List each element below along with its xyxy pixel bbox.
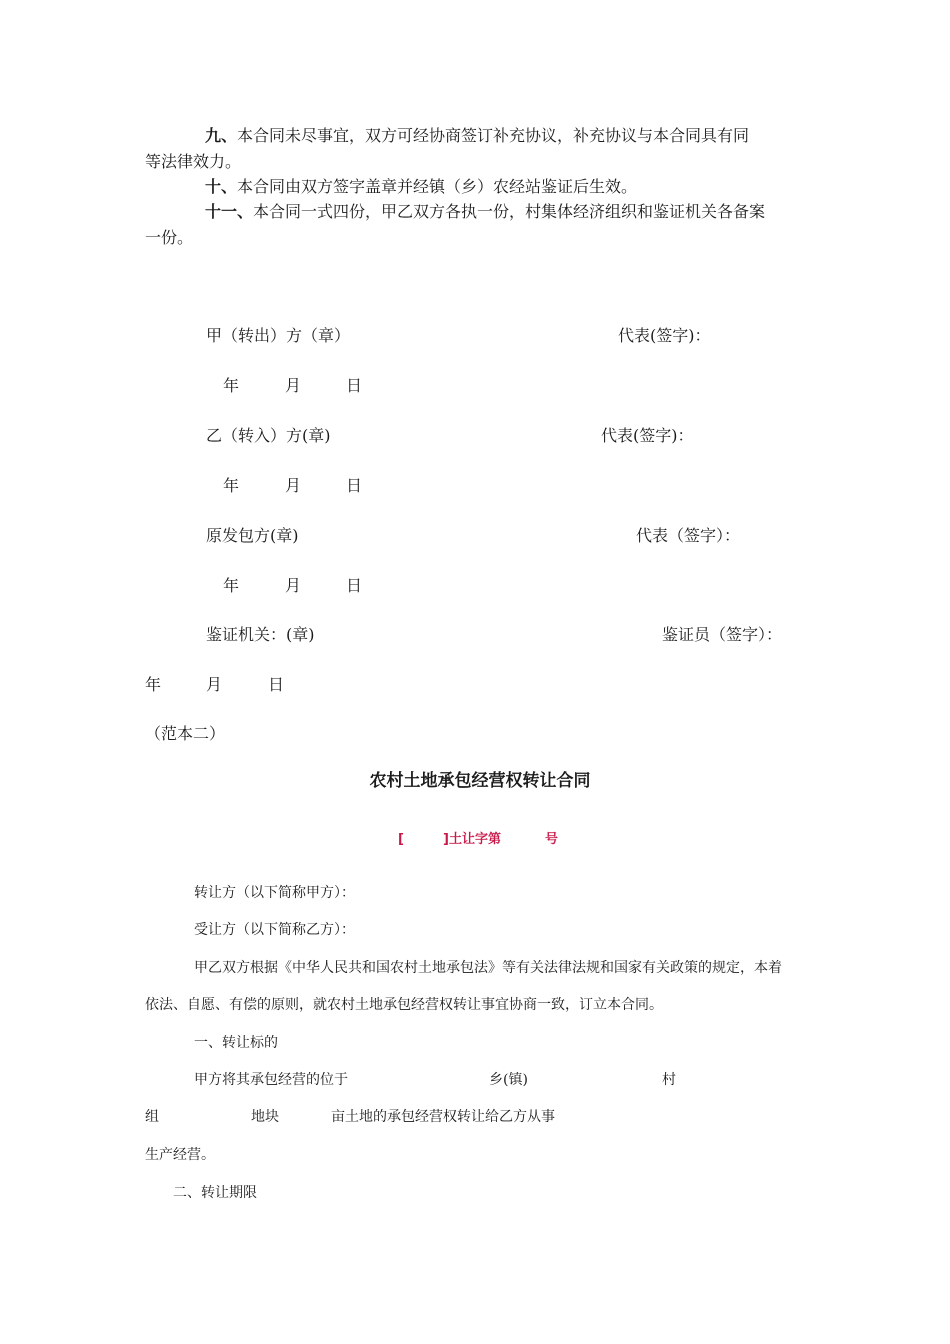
clause-9 [205, 126, 749, 146]
signature-rep-transferor: 代表(签字)： [618, 326, 711, 345]
date-year: 年 [223, 376, 240, 395]
preamble-line-1: 甲乙双方根据《中华人民共和国农村土地承包法》等有关法律法规和国家有关政策的规定，本着 [194, 960, 782, 976]
date-year: 年 [223, 476, 240, 495]
signature-rep-transferee: 代表(签字)： [601, 426, 694, 445]
section-2-heading: 二、转让期限 [173, 1185, 257, 1201]
doc-number-label: ]土让字第 [443, 832, 501, 847]
section-1-township: 乡(镇) [489, 1072, 528, 1088]
template-label: （范本二） [145, 724, 226, 743]
clause-9-continuation: 等法律效力。 [145, 152, 242, 171]
section-1-location-text: 甲方将其承包经营的位于 [194, 1072, 348, 1088]
date-day: 日 [346, 376, 363, 395]
clause-11 [205, 202, 765, 222]
section-1-group: 组 [145, 1109, 159, 1125]
clause-11-number: 十一、 [205, 202, 254, 221]
contract-title: 农村土地承包经营权转让合同 [369, 771, 591, 791]
date-day: 日 [346, 476, 363, 495]
date-day: 日 [268, 675, 285, 694]
section-1-ending: 生产经营。 [145, 1147, 215, 1163]
date-year: 年 [145, 675, 162, 694]
clause-11-text: 本合同一式四份，甲乙双方各执一份，村集体经济组织和鉴证机关各备案 [253, 202, 766, 221]
section-1-plot: 地块 [251, 1109, 279, 1125]
section-1-village: 村 [662, 1072, 676, 1088]
section-1-heading: 一、转让标的 [194, 1035, 278, 1051]
doc-number-open: [ [398, 832, 404, 847]
signature-party-transferor: 甲（转出）方（章） [206, 326, 351, 345]
date-year: 年 [223, 576, 240, 595]
clause-11-continuation: 一份。 [145, 228, 194, 247]
section-1-area-text: 亩土地的承包经营权转让给乙方从事 [331, 1109, 555, 1125]
date-month: 月 [206, 675, 223, 694]
clause-10-text: 本合同由双方签字盖章并经镇（乡）农经站鉴证后生效。 [237, 177, 638, 196]
preamble-line-2: 依法、自愿、有偿的原则，就农村土地承包经营权转让事宜协商一致，订立本合同。 [145, 997, 663, 1013]
signature-rep-notary: 鉴证员（签字）： [662, 625, 783, 644]
clause-10-number: 十、 [205, 177, 238, 196]
date-month: 月 [285, 376, 302, 395]
signature-party-notary: 鉴证机关：(章) [206, 625, 315, 644]
date-day: 日 [346, 576, 363, 595]
signature-party-transferee: 乙（转入）方(章) [206, 426, 331, 445]
signature-party-original-contractor: 原发包方(章) [206, 526, 299, 545]
date-month: 月 [285, 476, 302, 495]
clause-9-text: 本合同未尽事宜，双方可经协商签订补充协议，补充协议与本合同具有同 [237, 126, 750, 145]
date-month: 月 [285, 576, 302, 595]
doc-number-suffix: 号 [545, 832, 559, 847]
transferee-line: 受让方（以下简称乙方）： [194, 922, 355, 938]
clause-9-number: 九、 [205, 126, 238, 145]
transferor-line: 转让方（以下简称甲方）： [194, 885, 355, 901]
signature-rep-original-contractor: 代表（签字）： [636, 526, 741, 545]
clause-10 [205, 177, 637, 197]
